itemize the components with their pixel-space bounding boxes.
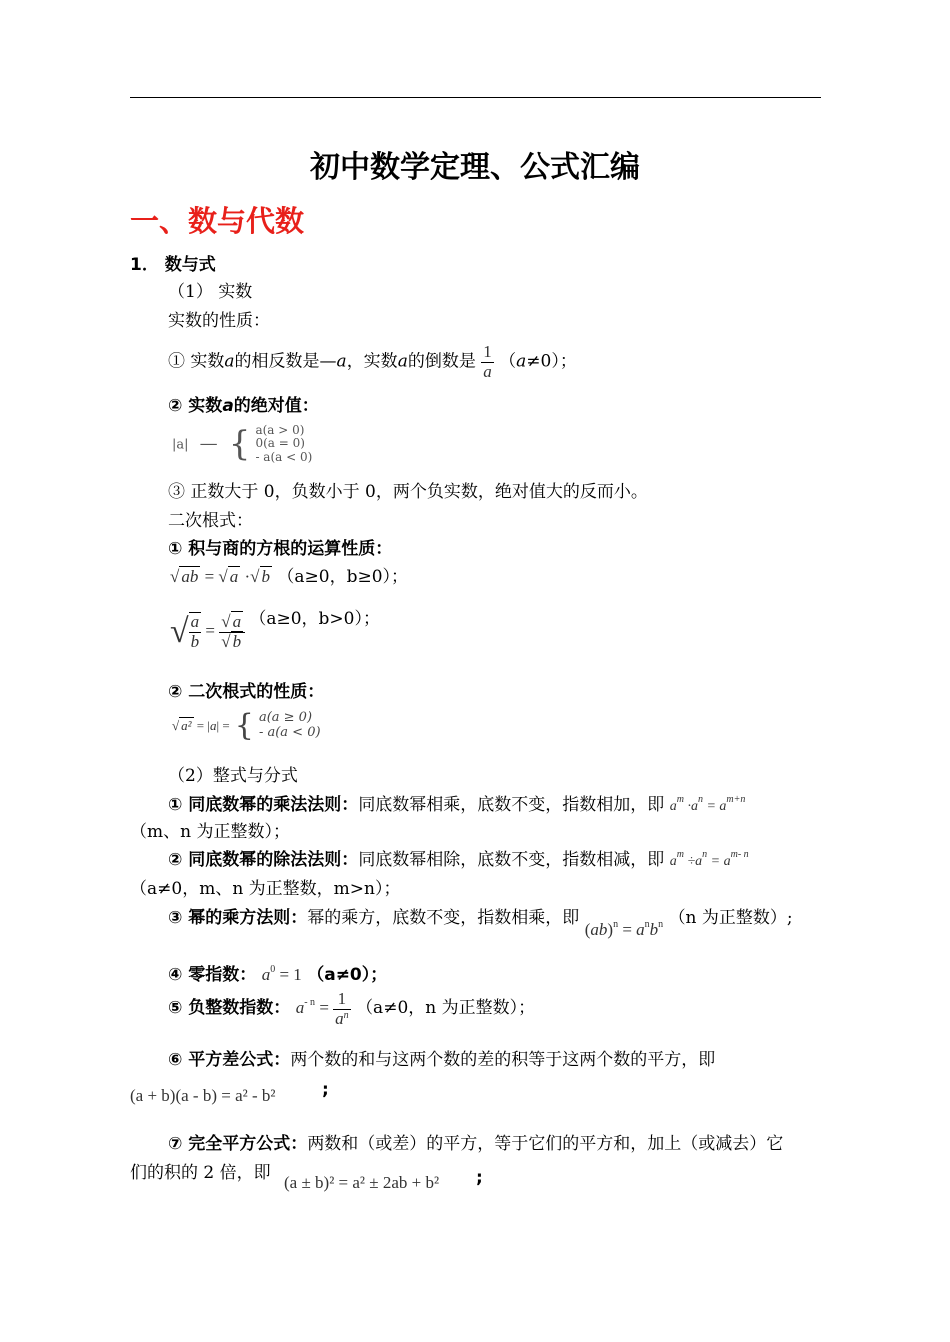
exponent-rule-4-label: ④ 零指数：	[168, 965, 257, 985]
exponent-rule-3-text: 幂的乘方，底数不变，指数相乘，即	[307, 908, 580, 928]
sqrt-square-formula: √ a² = |a| = { a(a ≥ 0) - a(a < 0)	[172, 708, 321, 743]
section-heading: 一、数与代数	[130, 204, 305, 238]
absolute-value-label-end: 的绝对值：	[233, 396, 319, 416]
difference-of-squares-text: 两个数的和与这两个数的差的积等于这两个数的平方，即	[290, 1050, 716, 1070]
abs-case-zero: 0(a = 0)	[255, 436, 305, 451]
exponent-rule-2-text: 同底数幂相除，底数不变，指数相减，即	[358, 850, 665, 870]
exponent-rule-4-formula: $a^0 = 1$	[261, 964, 302, 984]
difference-of-squares-label: ⑥ 平方差公式：	[168, 1050, 291, 1070]
product-formula: √ ab = √ a ·√ b	[170, 567, 271, 586]
perfect-square-text-2: 们的积的 2 倍，即	[130, 1163, 271, 1183]
property-1-cond: ≠0）；	[526, 351, 577, 372]
sqrt-case-nonnegative: a(a ≥ 0)	[258, 710, 313, 726]
absolute-value-label	[168, 391, 319, 416]
semicolon: ;	[476, 1168, 483, 1188]
perfect-square-text: 两数和（或差）的平方，等于它们的平方和，加上（或减去）它	[307, 1134, 784, 1154]
exponent-rule-2	[168, 845, 749, 870]
var-a: a	[224, 351, 235, 372]
abs-case-positive: a(a > 0)	[255, 423, 305, 438]
absolute-value-formula	[172, 424, 312, 464]
brace: {	[228, 424, 251, 464]
difference-of-squares-formula: (a + b)(a - b) = a² - b²	[130, 1086, 276, 1105]
subheading-polynomials: （2）整式与分式	[168, 766, 298, 786]
exponent-rule-1-formula: $a^m \cdot a^n = a^{m+n}$	[669, 794, 746, 814]
document-title: 初中数学定理、公式汇编	[310, 150, 640, 185]
abs-case-negative: - a(a < 0)	[255, 449, 313, 464]
abs-equals: —	[199, 432, 218, 454]
reciprocal-fraction	[481, 343, 494, 381]
quotient-condition: （a≥0，b>0）；	[249, 609, 380, 629]
exponent-rule-1-text: 同底数幂相乘，底数不变，指数相加，即	[358, 795, 665, 815]
radical-product-formula	[170, 562, 408, 587]
subheading-real-numbers: （1） 实数	[168, 282, 253, 302]
property-1-prefix: ① 实数	[168, 351, 225, 372]
exponent-rule-5	[168, 990, 535, 1028]
subheading-number-and-expression: 1． 数与式	[130, 255, 216, 275]
property-1-cond-open: （	[499, 351, 517, 372]
exponent-rule-3-condition: （n 为正整数）;	[668, 908, 793, 928]
semicolon: ;	[322, 1080, 329, 1100]
radical-quotient-formula	[170, 604, 380, 652]
exponent-rule-4-condition: （a≠0）；	[307, 965, 388, 985]
property-1-mid: ，实数	[346, 351, 398, 372]
exponent-rule-5-formula: $a^{- n}$ = $\frac{1}{a^n}$	[295, 989, 349, 1028]
exponent-rule-2-condition: （a≠0，m、n 为正整数，m>n）；	[130, 879, 401, 899]
exponent-rule-1-condition: （m、n 为正整数）；	[130, 822, 290, 842]
fraction-numerator: 1	[483, 342, 492, 361]
absolute-value-label-prefix: ② 实数	[168, 396, 223, 416]
exponent-rule-2-formula: $a^m \div a^n = a^{m- n}$	[669, 849, 749, 869]
property-3: ③ 正数大于 0，负数小于 0，两个负实数，绝对值大的反而小。	[168, 482, 648, 502]
abs-cases	[255, 424, 312, 464]
perfect-square	[168, 1129, 783, 1154]
exponent-rule-5-condition: （a≠0，n 为正整数）；	[356, 998, 536, 1019]
exponent-rule-5-label: ⑤ 负整数指数：	[168, 998, 291, 1019]
exponent-rule-3-label: ③ 幂的乘方法则：	[168, 908, 308, 928]
abs-lhs: |a|	[172, 437, 189, 453]
exponent-rule-2-label: ② 同底数幂的除法法则：	[168, 850, 359, 870]
exponent-rule-1-label: ① 同底数幂的乘法法则：	[168, 795, 359, 815]
exponent-rule-4	[168, 960, 387, 985]
perfect-square-formula: (a ± b)² = a² ± 2ab + b²	[284, 1173, 440, 1192]
property-1-opposite: 的相反数是—	[234, 351, 337, 372]
fraction-denominator: a	[483, 361, 492, 381]
exponent-rule-1	[168, 790, 745, 815]
var-a: a	[336, 351, 347, 372]
sqrt-square-cases	[259, 711, 321, 740]
real-number-properties-label: 实数的性质：	[168, 311, 270, 331]
radical-rule-1-label: ① 积与商的方根的运算性质：	[168, 539, 393, 559]
var-a: a	[397, 351, 408, 372]
quotient-formula: √ $\frac{a}{b}$ = $\frac{√ a}{√ b}$	[170, 621, 249, 640]
radical-rule-2-label: ② 二次根式的性质：	[168, 682, 325, 702]
sqrt-case-negative: - a(a < 0)	[258, 724, 321, 740]
header-rule	[130, 97, 821, 98]
exponent-rule-3	[168, 903, 793, 939]
perfect-square-label: ⑦ 完全平方公式：	[168, 1134, 308, 1154]
property-1-reciprocal: 的倒数是	[407, 351, 476, 372]
property-1-line	[168, 343, 577, 381]
product-condition: （a≥0，b≥0）；	[277, 567, 409, 587]
radical-title: 二次根式：	[168, 511, 253, 531]
var-a: a	[222, 396, 234, 416]
difference-of-squares	[168, 1045, 715, 1070]
var-a: a	[516, 351, 527, 372]
sqrt-ab: ab	[181, 567, 199, 586]
exponent-rule-3-formula: $(ab)^n = a^nb^n$	[584, 919, 664, 939]
